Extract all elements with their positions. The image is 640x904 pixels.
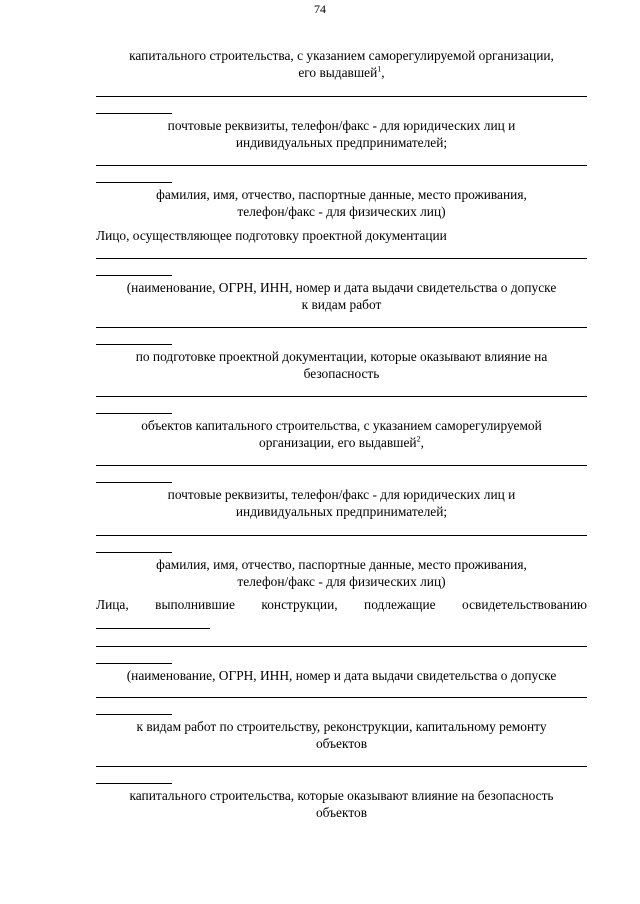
caption-block-7	[96, 486, 587, 520]
section-heading-builders: Лица, выполнившие конструкции, подлежащие освидетельствованию	[96, 597, 587, 612]
fill-line-short	[96, 113, 172, 114]
caption-line: почтовые реквизиты, телефон/факс - для юридических лиц и	[167, 118, 516, 133]
fill-line[interactable]	[96, 165, 587, 166]
fill-line[interactable]	[96, 465, 587, 466]
caption-line: фамилия, имя, отчество, паспортные данные, место проживания,	[156, 187, 527, 202]
fill-line[interactable]	[96, 646, 587, 647]
caption-line: капитального строительства, с указанием саморегулируемой организации,	[129, 48, 554, 63]
page-number: 74	[314, 2, 326, 16]
caption-block-5	[96, 348, 587, 382]
section-heading-designer: Лицо, осуществляющее подготовку проектной документации	[96, 228, 447, 243]
fill-line-short	[96, 714, 172, 715]
caption-line: к видам работ по строительству, реконструкции, капитальному ремонту	[136, 719, 547, 734]
caption-line: (наименование, ОГРН, ИНН, номер и дата выдачи свидетельства о допуске	[126, 668, 557, 683]
caption-line: фамилия, имя, отчество, паспортные данные, место проживания,	[156, 557, 527, 572]
fill-line[interactable]	[96, 766, 587, 767]
fill-line[interactable]	[96, 258, 587, 259]
fill-line-short	[96, 413, 172, 414]
caption-line: организации, его выдавшей$^2$,	[259, 434, 424, 450]
caption-line: безопасность	[303, 366, 380, 381]
footnote-ref: 1	[377, 64, 382, 74]
fill-line-short	[96, 783, 172, 784]
fill-line-short	[96, 182, 172, 183]
caption-block-10	[96, 667, 587, 684]
fill-line-short	[96, 628, 210, 629]
fill-line[interactable]	[96, 327, 587, 328]
fill-line[interactable]	[96, 96, 587, 97]
caption-block-12	[96, 787, 587, 821]
caption-line: почтовые реквизиты, телефон/факс - для юридических лиц и	[167, 487, 516, 502]
fill-line-short	[96, 482, 172, 483]
fill-line[interactable]	[96, 535, 587, 536]
fill-line[interactable]	[96, 396, 587, 397]
caption-block-8	[96, 556, 587, 590]
fill-line-short	[96, 552, 172, 553]
caption-line: объектов капитального строительства, с указанием саморегулируемой	[141, 418, 542, 433]
fill-line-short	[96, 663, 172, 664]
caption-line: его выдавшей$^1$,	[298, 64, 385, 80]
fill-line-short	[96, 275, 172, 276]
caption-block-0	[96, 47, 587, 81]
caption-block-1	[96, 117, 587, 151]
caption-line: телефон/факс - для физических лиц)	[237, 204, 446, 219]
footnote-ref: 2	[416, 434, 421, 444]
caption-line: объектов	[315, 736, 368, 751]
caption-block-4	[96, 279, 587, 313]
caption-line: телефон/факс - для физических лиц)	[237, 574, 446, 589]
caption-block-6	[96, 417, 587, 451]
fill-line-short	[96, 344, 172, 345]
caption-line: к видам работ	[301, 297, 382, 312]
caption-line: индивидуальных предпринимателей;	[235, 504, 448, 519]
caption-line: объектов	[315, 805, 368, 820]
caption-block-2	[96, 186, 587, 220]
caption-block-11	[96, 718, 587, 752]
caption-line: по подготовке проектной документации, которые оказывают влияние на	[135, 349, 548, 364]
fill-line[interactable]	[96, 697, 587, 698]
caption-line: (наименование, ОГРН, ИНН, номер и дата выдачи свидетельства о допуске	[126, 280, 557, 295]
caption-line: капитального строительства, которые оказывают влияние на безопасность	[129, 788, 554, 803]
caption-line: индивидуальных предпринимателей;	[235, 135, 448, 150]
